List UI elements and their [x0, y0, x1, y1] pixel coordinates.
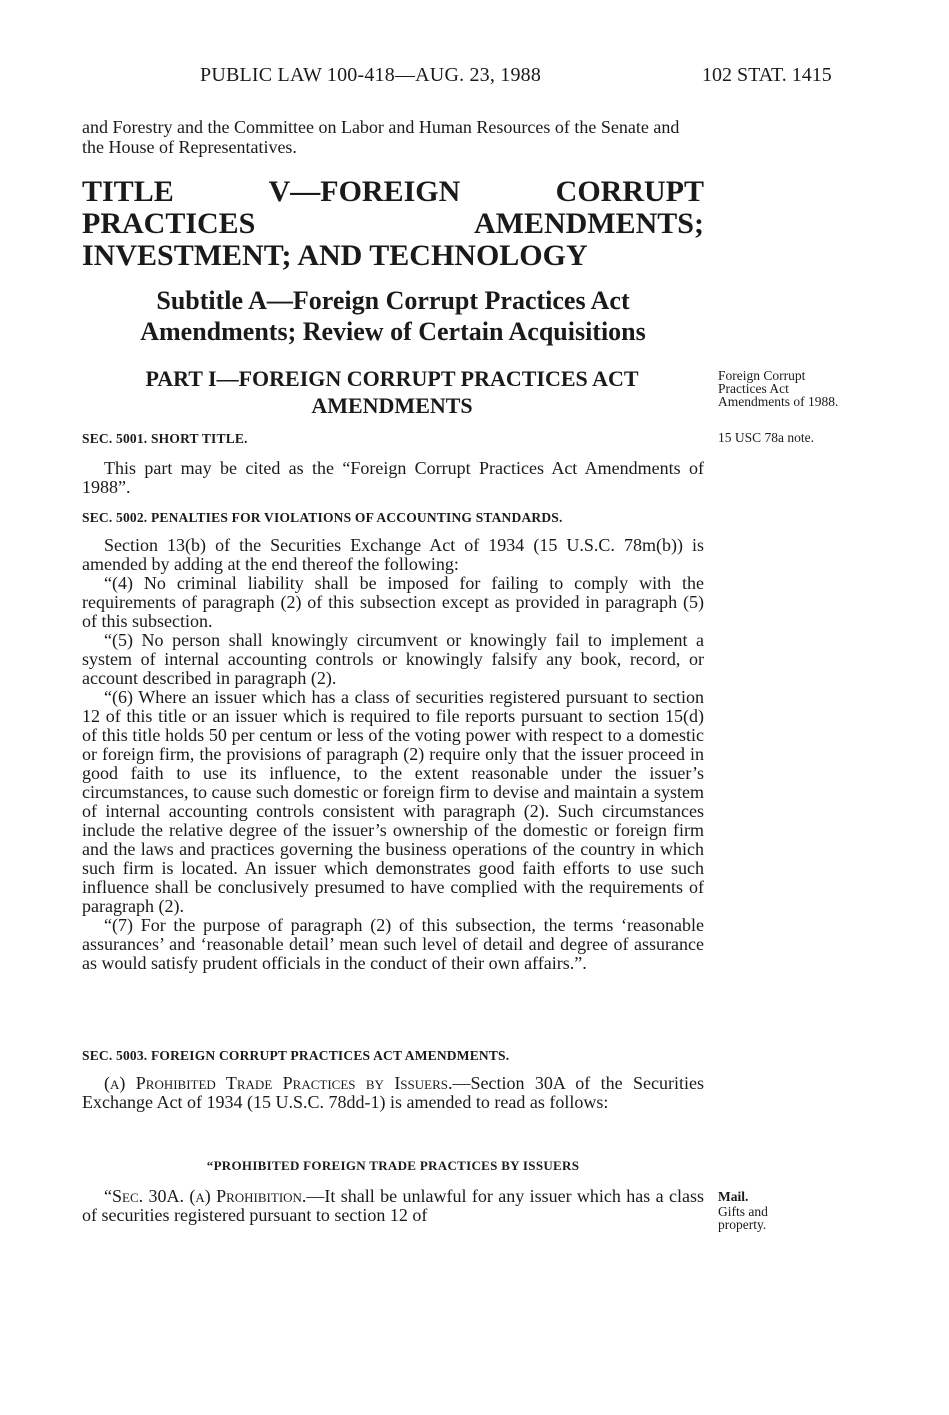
sec-30a-label: “Sec. 30A. (a) Prohibition. — [104, 1186, 307, 1206]
sec-5001-heading: SEC. 5001. SHORT TITLE. — [82, 431, 248, 446]
margin-note-usc: 15 USC 78a note. — [718, 430, 814, 445]
sec-5003-heading: SEC. 5003. FOREIGN CORRUPT PRACTICES ACT AMENDMENTS. — [82, 1048, 510, 1063]
sec-5002-p7: “(7) For the purpose of paragraph (2) of this subsection, the terms ‘reasonable assurances’ and ‘reasonable detail’ mean such level of detail and degree of assurance as would satisfy prudent officials in the conduct of their own affairs.”. — [82, 915, 704, 973]
sec-30a-body — [82, 1187, 704, 1225]
sec-5002-p1: Section 13(b) of the Securities Exchange Act of 1934 (15 U.S.C. 78m(b)) is amended by adding at the end thereof the following: — [82, 535, 704, 574]
sec-5002-body — [82, 536, 704, 973]
sec-5003-a-text: —Section 30A of the Securities Exchange Act of 1934 (15 U.S.C. 78dd-1) is amended to read as follows: — [82, 1073, 704, 1112]
running-header-left: PUBLIC LAW 100-418—AUG. 23, 1988 — [200, 64, 542, 86]
part-heading: PART I—FOREIGN CORRUPT PRACTICES ACT AMENDMENTS — [145, 366, 639, 418]
sec-30a-para — [82, 1187, 704, 1225]
sec-5002-p6: “(6) Where an issuer which has a class of securities registered pursuant to section 12 of this title or an issuer which is required to file reports pursuant to section 15(d) of this title holds 50 per centum or less of the voting power with respect to a domestic or foreign firm, the provisions of paragraph (2) require only that the issuer proceed in good faith to use its influence, to the extent reasonable under the issuer’s circumstances, to cause such domestic or foreign firm to devise and maintain a system of internal accounting controls consistent with paragraph (2). Such circumstances include the relative degree of the issuer’s ownership of the domestic or foreign firm and the laws and practices governing the business operations of the country in which such firm is located. An issuer which demonstrates good faith efforts to use such influence shall be conclusively presumed to have complied with the requirements of paragraph (2). — [82, 687, 704, 916]
sec-5001-text: This part may be cited as the “Foreign Corrupt Practices Act Amendments of 1988”. — [82, 458, 704, 497]
sec-5001-body — [82, 459, 704, 497]
margin-note-gifts: Gifts and property. — [718, 1204, 768, 1232]
inner-section-heading: “PROHIBITED FOREIGN TRADE PRACTICES BY ISSUERS — [206, 1158, 580, 1173]
sec-5002-p4: “(4) No criminal liability shall be imposed for failing to comply with the requirements of paragraph (2) of this subsection except as provided in paragraph (5) of this subsection. — [82, 573, 704, 631]
sec-5002-p5: “(5) No person shall knowingly circumvent or knowingly fail to implement a system of internal accounting controls or knowingly falsify any book, record, or account described in paragraph (2). — [82, 630, 704, 688]
subtitle-heading: Subtitle A—Foreign Corrupt Practices Act Amendments; Review of Certain Acquisitions — [140, 286, 646, 346]
title-heading: TITLE V—FOREIGN CORRUPT PRACTICES AMENDMENTS; INVESTMENT; AND TECHNOLOGY — [82, 175, 704, 272]
sec-30a-text: —It shall be unlawful for any issuer which has a class of securities registered pursuant to section 12 of — [82, 1186, 704, 1225]
intro-text: and Forestry and the Committee on Labor and Human Resources of the Senate and the House of Representatives. — [82, 117, 680, 157]
margin-note-short-title: Foreign Corrupt Practices Act Amendments of 1988. — [718, 368, 839, 409]
sec-5003-body — [82, 1074, 704, 1112]
sec-5002-heading: SEC. 5002. PENALTIES FOR VIOLATIONS OF ACCOUNTING STANDARDS. — [82, 510, 563, 525]
sec-5003-a — [82, 1074, 704, 1112]
margin-note-mail: Mail. — [718, 1189, 749, 1204]
sec-5003-a-label: (a) Prohibited Trade Practices by Issuers. — [104, 1073, 453, 1093]
page-number: 102 STAT. 1415 — [702, 64, 832, 86]
